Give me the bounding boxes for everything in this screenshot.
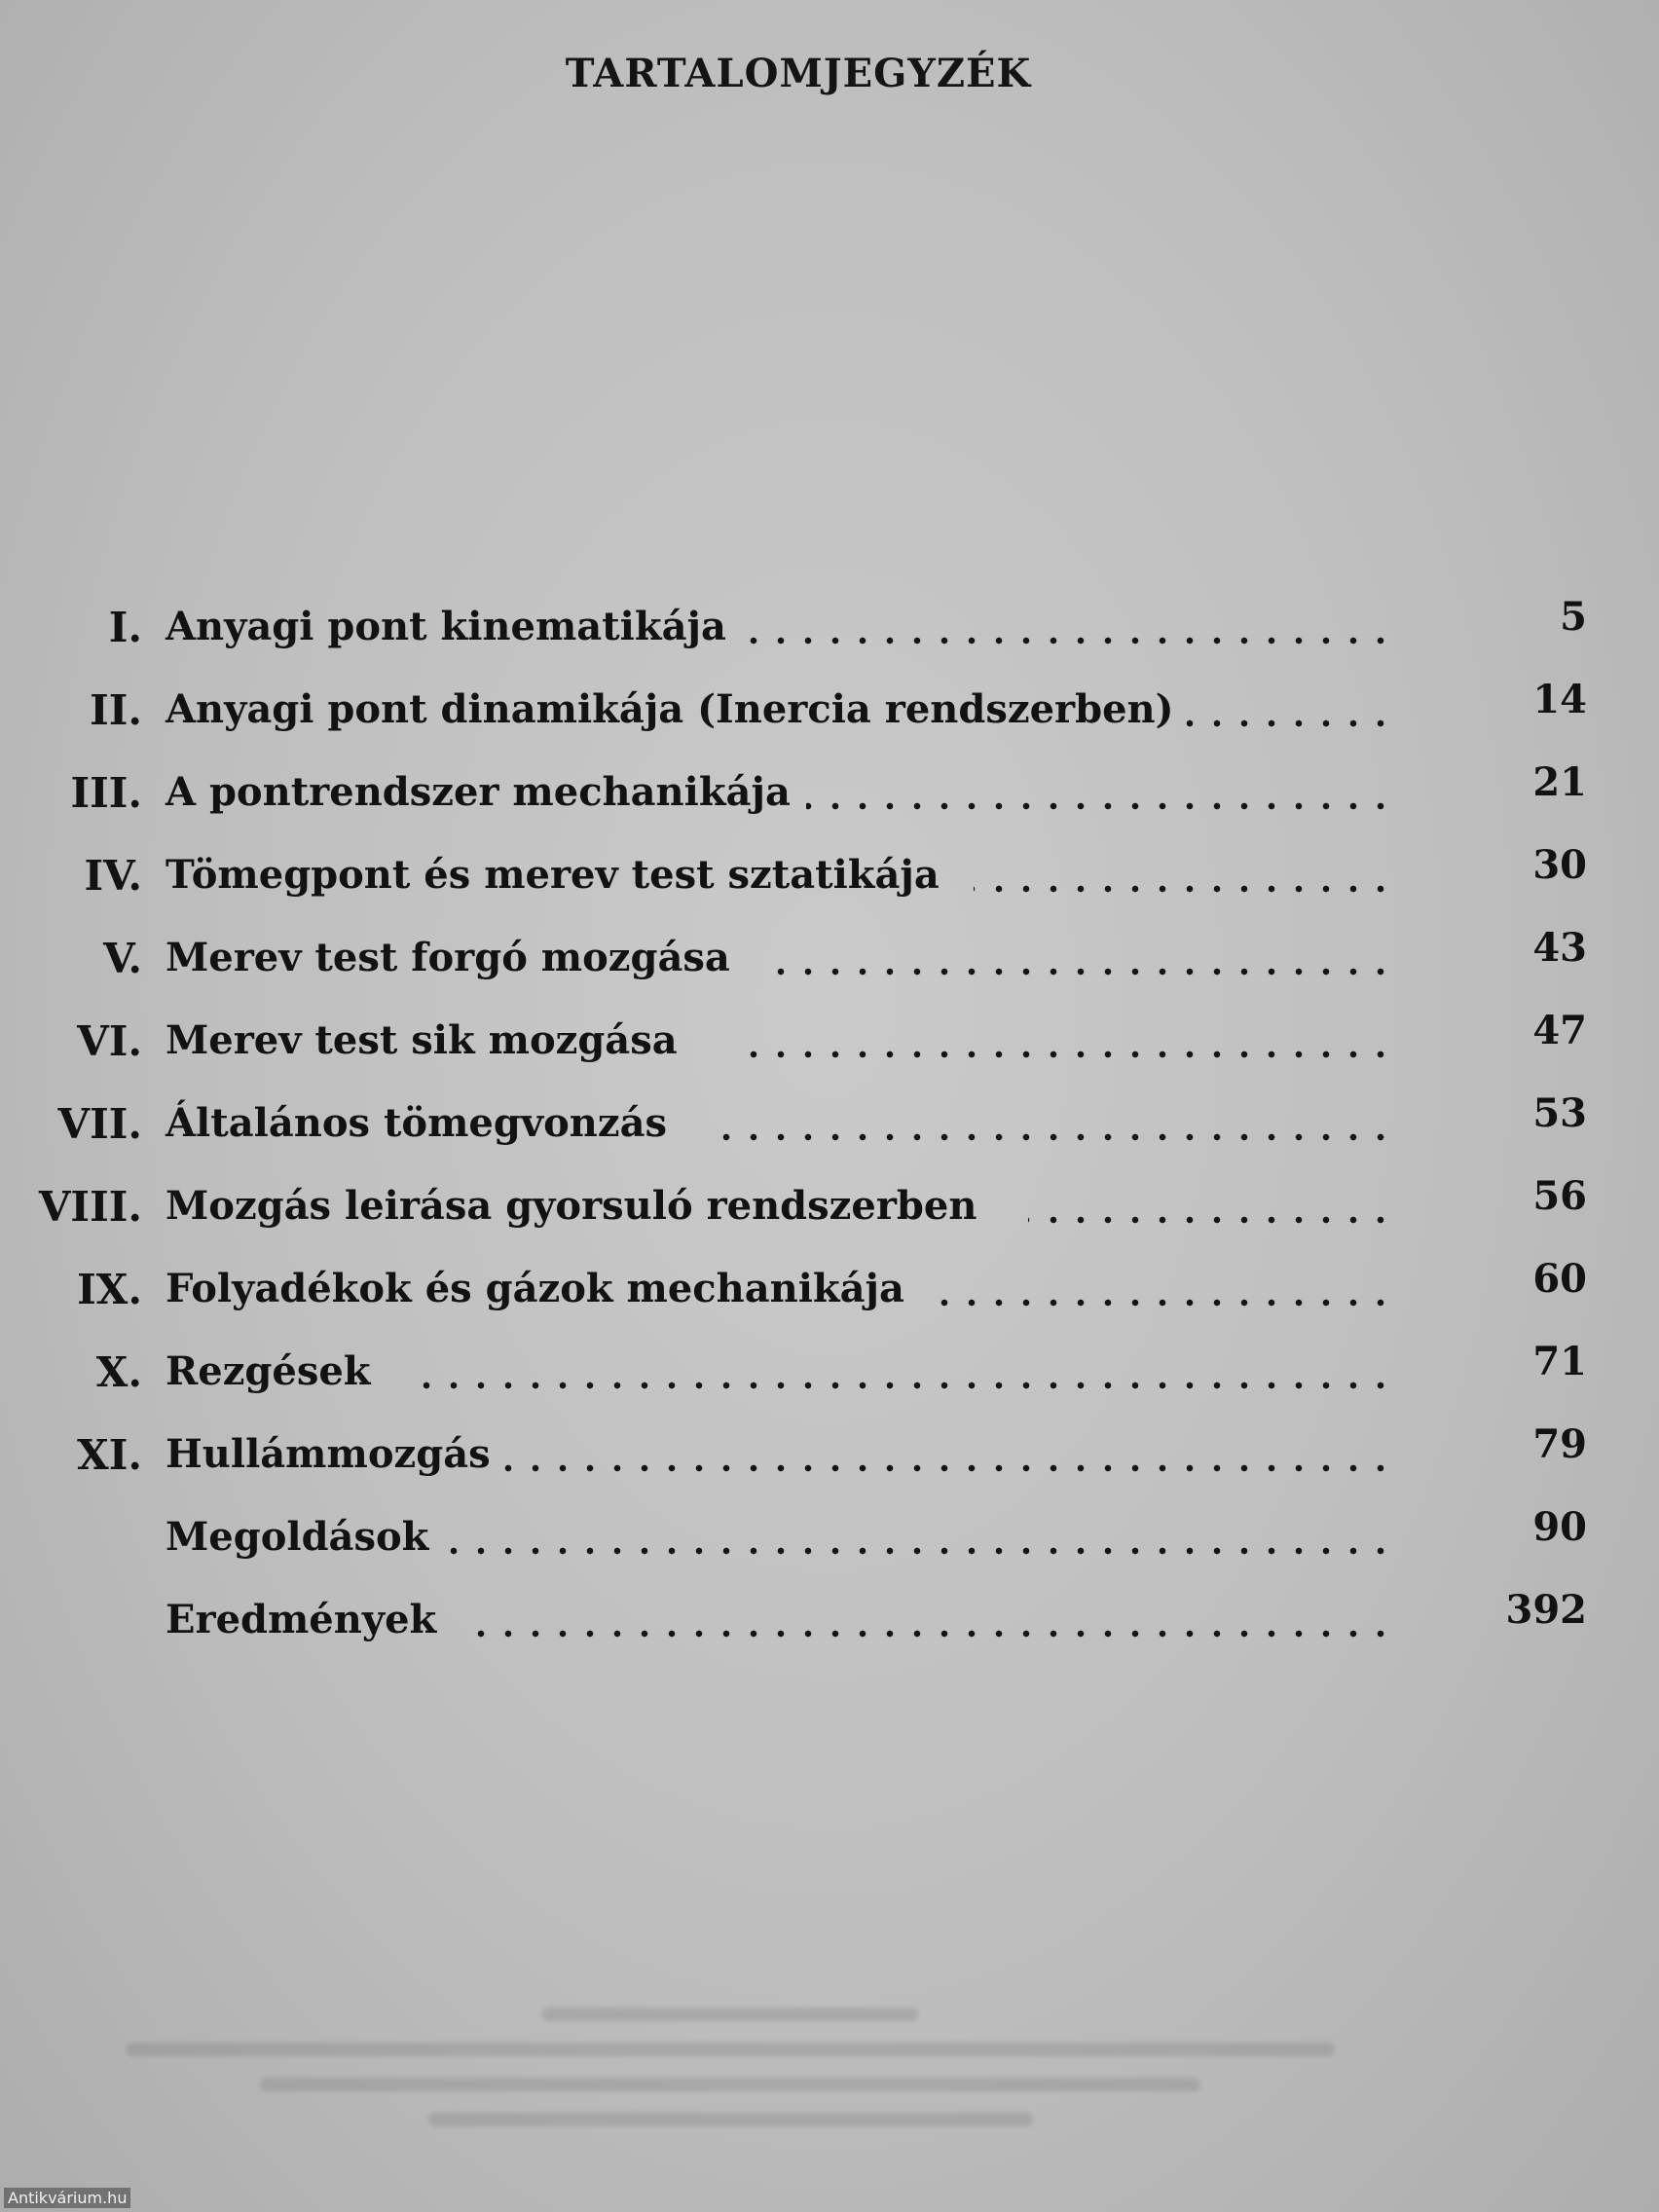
chapter-title: Általános tömegvonzás bbox=[166, 1100, 667, 1146]
page-number: 30 bbox=[1532, 842, 1587, 888]
chapter-number: X. bbox=[95, 1348, 142, 1396]
chapter-title: Merev test forgó mozgása bbox=[166, 935, 730, 980]
dot-leader bbox=[1028, 1216, 1394, 1224]
chapter-number: IX. bbox=[77, 1266, 142, 1313]
page-number: 79 bbox=[1532, 1421, 1587, 1467]
chapter-number: VIII. bbox=[38, 1183, 142, 1231]
chapter-number: VII. bbox=[57, 1100, 142, 1148]
chapter-title: Rezgések bbox=[166, 1348, 371, 1394]
dot-leader bbox=[759, 968, 1394, 976]
chapter-number: XI. bbox=[77, 1431, 142, 1479]
chapter-number: IV. bbox=[84, 852, 142, 900]
dot-leader bbox=[413, 1382, 1394, 1389]
chapter-number: III. bbox=[70, 769, 142, 817]
toc-entry bbox=[0, 759, 1659, 828]
toc-entry bbox=[0, 594, 1659, 662]
toc-entry bbox=[0, 1008, 1659, 1076]
page-number: 53 bbox=[1532, 1090, 1587, 1136]
dot-leader bbox=[974, 885, 1394, 893]
dot-leader bbox=[705, 1133, 1394, 1141]
chapter-number: V. bbox=[103, 935, 142, 982]
chapter-number: VI. bbox=[77, 1017, 142, 1065]
chapter-title: Megoldások bbox=[166, 1514, 429, 1560]
dot-leader bbox=[467, 1630, 1394, 1638]
toc-entry bbox=[0, 1339, 1659, 1407]
toc-entry bbox=[0, 1421, 1659, 1490]
toc-entry bbox=[0, 1090, 1659, 1159]
chapter-title: Tömegpont és merev test sztatikája bbox=[166, 852, 940, 898]
watermark: Antikvárium.hu bbox=[4, 2188, 130, 2208]
faint-show-through-text bbox=[58, 1986, 1402, 2181]
dot-leader bbox=[440, 1547, 1394, 1555]
page-number: 56 bbox=[1532, 1173, 1587, 1219]
page-number: 60 bbox=[1532, 1256, 1587, 1302]
toc-entry bbox=[0, 1504, 1659, 1572]
page-number: 5 bbox=[1560, 594, 1587, 640]
chapter-title: Anyagi pont kinematikája bbox=[166, 604, 726, 649]
chapter-title: A pontrendszer mechanikája bbox=[166, 769, 791, 815]
toc-entry bbox=[0, 925, 1659, 993]
page-title: TARTALOMJEGYZÉK bbox=[565, 51, 1032, 96]
dot-leader bbox=[732, 1051, 1394, 1058]
dot-leader bbox=[927, 1299, 1394, 1307]
chapter-title: Eredmények bbox=[166, 1597, 437, 1642]
chapter-number: I. bbox=[108, 604, 142, 651]
page-number: 21 bbox=[1532, 759, 1587, 805]
chapter-title: Mozgás leirása gyorsuló rendszerben bbox=[166, 1183, 977, 1229]
dot-leader bbox=[1180, 719, 1394, 727]
page-number: 43 bbox=[1532, 925, 1587, 971]
page-number: 71 bbox=[1532, 1339, 1587, 1384]
page-number: 90 bbox=[1532, 1504, 1587, 1550]
page-number: 47 bbox=[1532, 1008, 1587, 1053]
toc-entry bbox=[0, 1173, 1659, 1241]
page-number: 392 bbox=[1505, 1587, 1587, 1633]
chapter-title: Merev test sik mozgása bbox=[166, 1017, 678, 1063]
chapter-title: Anyagi pont dinamikája (Inercia rendszerben) bbox=[166, 686, 1174, 732]
toc-entry bbox=[0, 1256, 1659, 1324]
toc-entry bbox=[0, 842, 1659, 910]
dot-leader bbox=[495, 1464, 1394, 1472]
chapter-number: II. bbox=[90, 686, 142, 734]
dot-leader bbox=[806, 802, 1394, 810]
toc-entry bbox=[0, 677, 1659, 745]
dot-leader bbox=[740, 637, 1394, 645]
chapter-title: Hullámmozgás bbox=[166, 1431, 491, 1477]
page-number: 14 bbox=[1532, 677, 1587, 722]
chapter-title: Folyadékok és gázok mechanikája bbox=[166, 1266, 904, 1311]
toc-entry bbox=[0, 1587, 1659, 1655]
